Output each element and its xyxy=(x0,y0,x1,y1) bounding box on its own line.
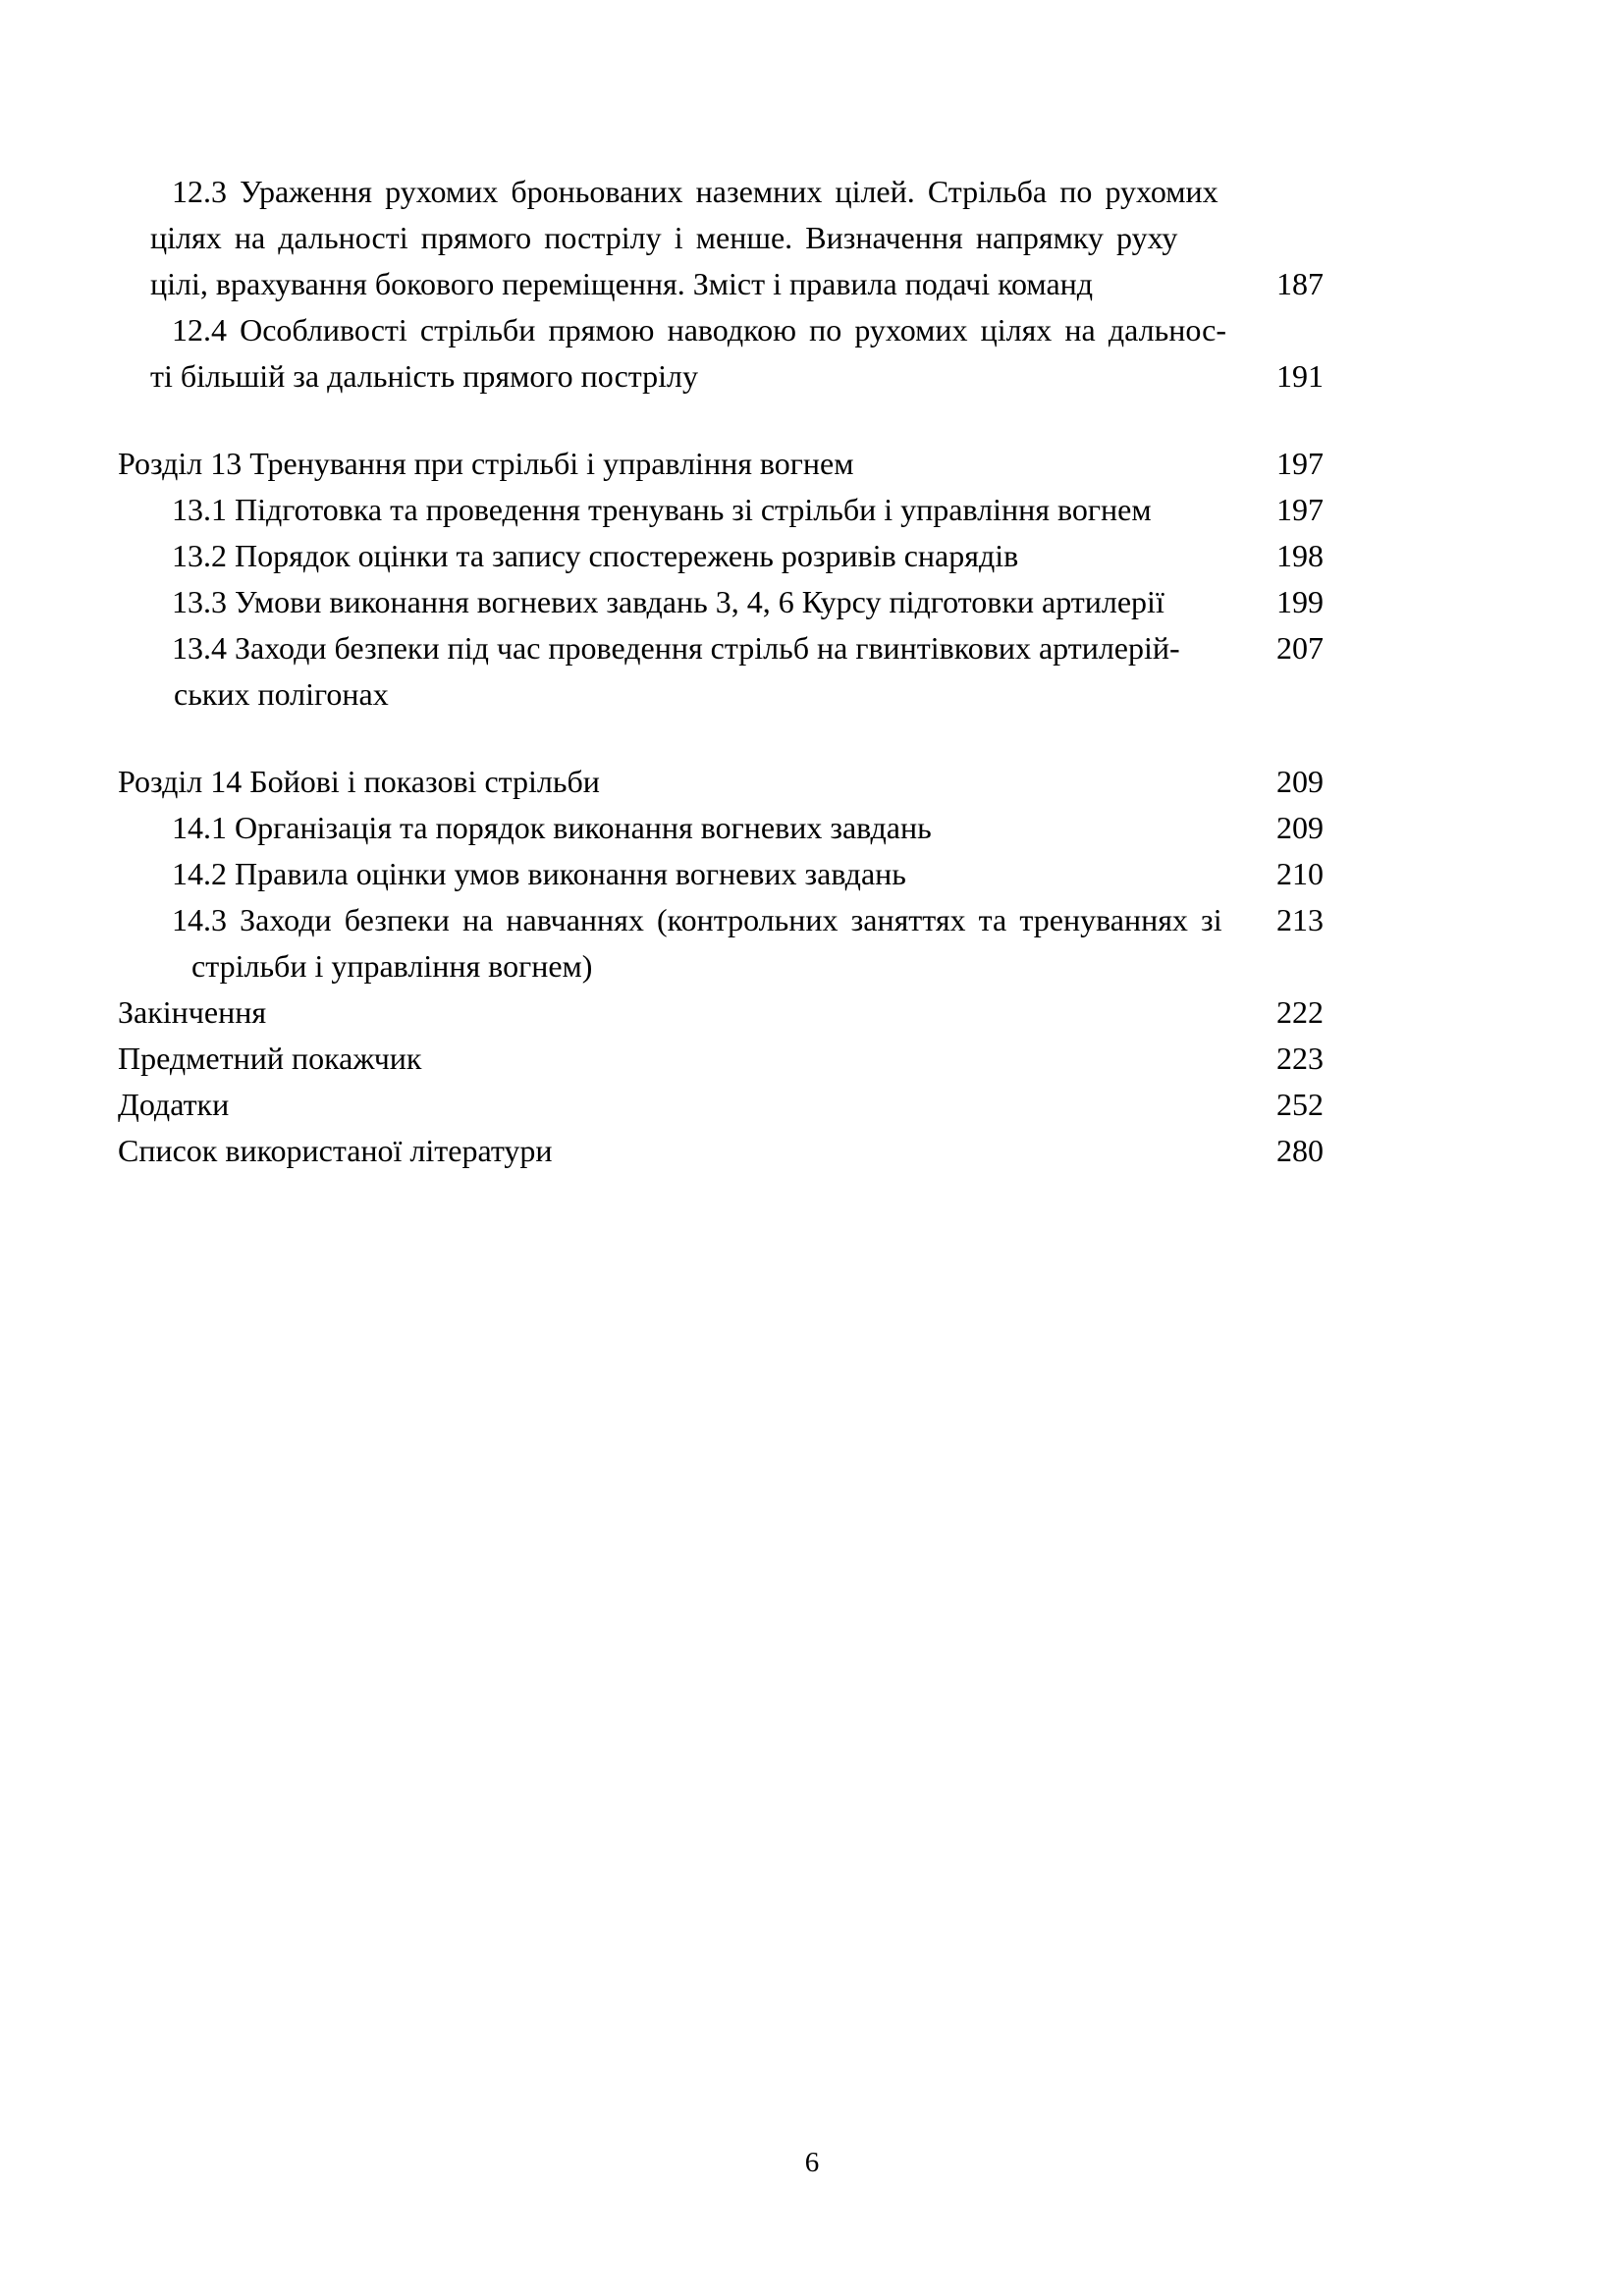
toc-page-number: 223 xyxy=(1276,1041,1324,1076)
toc-page-number: 198 xyxy=(1276,538,1324,573)
toc-page-number: 191 xyxy=(1276,358,1324,394)
toc-entry xyxy=(118,851,1324,897)
toc-page-number: 209 xyxy=(1276,764,1324,799)
toc-entry-text: 14.3 Заходи безпеки на навчаннях (контрольних заняттях та тренуваннях зі xyxy=(172,902,1222,937)
toc-line xyxy=(118,1036,1324,1082)
toc-entry-text: Розділ 14 Бойові і показові стрільби xyxy=(118,764,600,799)
table-of-contents xyxy=(118,169,1324,1174)
toc-entry xyxy=(118,169,1324,307)
toc-line xyxy=(118,579,1324,625)
toc-entry-text: Закінчення xyxy=(118,994,267,1030)
toc-entry xyxy=(118,579,1324,625)
toc-page-number: 210 xyxy=(1276,856,1324,891)
toc-page-number: 197 xyxy=(1276,446,1324,481)
page-number: 6 xyxy=(804,2147,820,2178)
toc-entry xyxy=(118,1036,1324,1082)
toc-entry-text: 13.3 Умови виконання вогневих завдань 3, 4, 6 Курсу підготовки артилерії xyxy=(172,584,1164,619)
toc-line xyxy=(118,989,1324,1036)
toc-line xyxy=(118,671,1324,718)
toc-page-number: 199 xyxy=(1276,584,1324,619)
toc-line xyxy=(118,215,1324,261)
toc-line xyxy=(118,759,1324,805)
toc-line xyxy=(118,1128,1324,1174)
toc-page-number: 280 xyxy=(1276,1133,1324,1168)
toc-page-number: 197 xyxy=(1276,492,1324,527)
toc-entry-text: Додатки xyxy=(118,1087,230,1122)
toc-entry xyxy=(118,989,1324,1036)
toc-entry xyxy=(118,307,1324,400)
toc-page-number: 222 xyxy=(1276,994,1324,1030)
toc-page-number: 213 xyxy=(1276,902,1324,937)
toc-line xyxy=(118,805,1324,851)
toc-entry-text: Предметний покажчик xyxy=(118,1041,422,1076)
toc-line xyxy=(118,1082,1324,1128)
toc-entry xyxy=(118,1082,1324,1128)
toc-line xyxy=(118,943,1324,989)
toc-entry xyxy=(118,805,1324,851)
toc-page-number: 207 xyxy=(1276,630,1324,666)
toc-entry xyxy=(118,625,1324,718)
toc-entry xyxy=(118,533,1324,579)
toc-entry-text: 14.1 Організація та порядок виконання вогневих завдань xyxy=(172,810,932,845)
toc-entry-text: ті більшій за дальність прямого пострілу xyxy=(150,358,699,394)
toc-line xyxy=(118,441,1324,487)
toc-entry xyxy=(118,1128,1324,1174)
toc-line xyxy=(118,851,1324,897)
toc-entry-text: цілях на дальності прямого пострілу і менше. Визначення напрямку руху xyxy=(150,220,1178,255)
toc-page-number: 252 xyxy=(1276,1087,1324,1122)
toc-line xyxy=(118,353,1324,400)
toc-line xyxy=(118,307,1324,353)
toc-entry-text: 13.2 Порядок оцінки та запису спостережень розривів снарядів xyxy=(172,538,1019,573)
toc-entry xyxy=(118,487,1324,533)
toc-line xyxy=(118,169,1324,215)
toc-line xyxy=(118,533,1324,579)
toc-line xyxy=(118,487,1324,533)
toc-line xyxy=(118,261,1324,307)
toc-entry-text: ських полігонах xyxy=(174,676,389,712)
toc-entry-text: 12.4 Особливості стрільби прямою наводкою по рухомих цілях на дальнос- xyxy=(172,312,1226,347)
toc-entry-text: стрільби і управління вогнем) xyxy=(191,948,593,984)
toc-entry-text: 12.3 Ураження рухомих броньованих наземних цілей. Стрільба по рухомих xyxy=(172,174,1218,209)
toc-entry-text: Список використаної літератури xyxy=(118,1133,553,1168)
toc-entry-text: 13.4 Заходи безпеки під час проведення стрільб на гвинтівкових артилерій- xyxy=(172,630,1180,666)
toc-entry-text: Розділ 13 Тренування при стрільбі і управління вогнем xyxy=(118,446,854,481)
toc-entry-text: цілі, врахування бокового переміщення. Зміст і правила подачі команд xyxy=(150,266,1094,301)
toc-page-number: 209 xyxy=(1276,810,1324,845)
toc-entry xyxy=(118,897,1324,989)
toc-line xyxy=(118,897,1324,943)
toc-page-number: 187 xyxy=(1276,266,1324,301)
toc-entry-text: 14.2 Правила оцінки умов виконання вогневих завдань xyxy=(172,856,906,891)
page-footer xyxy=(0,2146,1624,2179)
toc-entry xyxy=(118,759,1324,805)
toc-entry-text: 13.1 Підготовка та проведення тренувань зі стрільби і управління вогнем xyxy=(172,492,1152,527)
toc-entry xyxy=(118,441,1324,487)
toc-line xyxy=(118,625,1324,671)
